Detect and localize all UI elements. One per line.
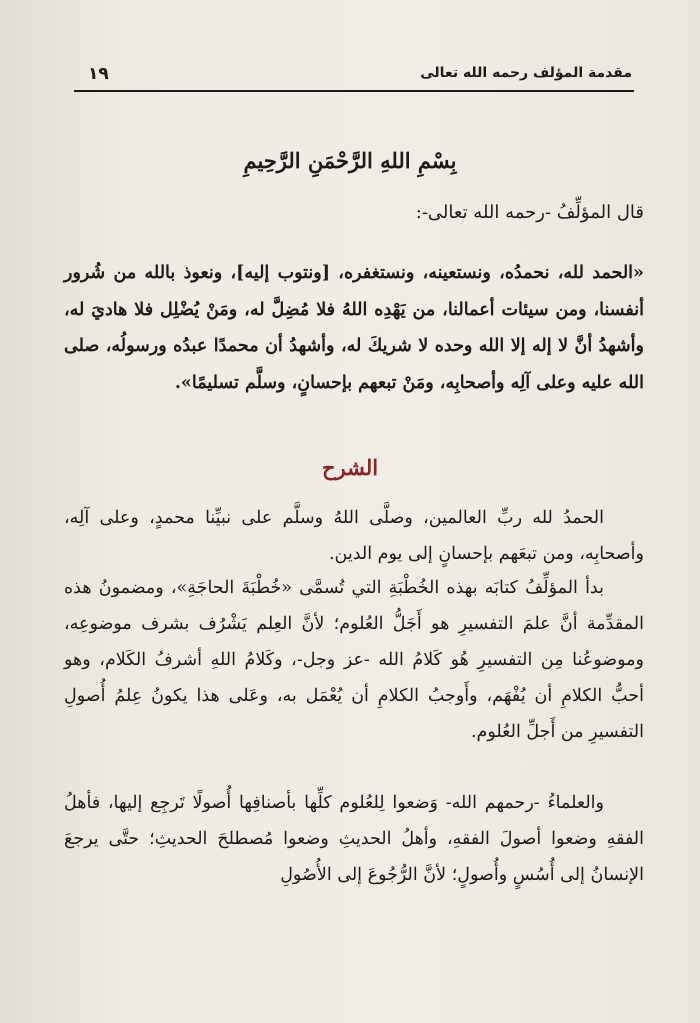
paragraph: بدأ المؤلِّفُ كتابَه بهذه الخُطْبَةِ التي تُسمَّى «خُطْبَةَ الحاجَةِ»، ومضمونُ هذه المقدِّمة أنَّ علمَ التفسيرِ هو أَجَلُّ العُلوم؛ لأنَّ العِلم يَشْرُف بشرف موضوعِه، وموضوعُنا مِن التفسيرِ هُو كَلامُ الله -عز وجل-، وكَلامُ اللهِ أشرفُ الكَلام، وهو أحبُّ الكلامِ أن يُفْهَم، وأَوجبُ الكلامِ أن يُعْمَل به، وعَلى هذا يكونُ عِلمُ أُصولِ التفسيرِ من أَجلِّ العُلوم. bbox=[64, 578, 644, 742]
paragraph: الحمدُ لله ربِّ العالمين، وصلَّى اللهُ وسلَّم على نبيِّنا محمدٍ، وعلى آلِه، وأصحابِه، ومن تبعَهم بإحسانٍ إلى يوم الدين. bbox=[64, 508, 644, 564]
paragraph: والعلماءُ -رحمهم الله- وَضعوا لِلعُلوم كلِّها بأصنافِها أُصولًا تَرجِع إليها، فأهلُ الفقهِ وضعوا أصولَ الفقهِ، وأهلُ الحديثِ وضعوا مُصطلحَ الحديثِ؛ حتَّى يرجعَ الإنسانُ إلى أُسُسٍ وأُصولٍ؛ لأنَّ الرُّجُوعَ إلى الأُصُولِ bbox=[64, 793, 644, 885]
author-quote: «الحمد لله، نحمدُه، ونستعينه، ونستغفره، [ونتوب إليه]، ونعوذ بالله من شُرور أنفسنا، ومن سيئات أعمالنا، من يَهْدِه اللهُ فلا مُضِلَّ له، ومَنْ يُضْلِل فلا هاديَ له، وأشهدُ أنَّ لا إله إلا الله وحده لا شريكَ له، وأشهدُ أن محمدًا عبدُه ورسولُه، صلى الله عليه وعلى آلِه وأصحابِه، ومَنْ تبعهم بإحسانٍ، وسلَّم تسليمًا». bbox=[64, 263, 644, 393]
running-title: مقدمة المؤلف رحمه الله تعالى bbox=[420, 65, 632, 81]
page-number: ١٩ bbox=[88, 64, 109, 84]
header-divider bbox=[74, 90, 634, 92]
page-header bbox=[74, 62, 634, 90]
intro-line: قال المؤلِّفُ -رحمه الله تعالى-: bbox=[415, 202, 644, 223]
basmala: بِسْمِ اللهِ الرَّحْمَنِ الرَّحِيمِ bbox=[243, 148, 457, 173]
section-heading: الشرح bbox=[321, 455, 379, 480]
